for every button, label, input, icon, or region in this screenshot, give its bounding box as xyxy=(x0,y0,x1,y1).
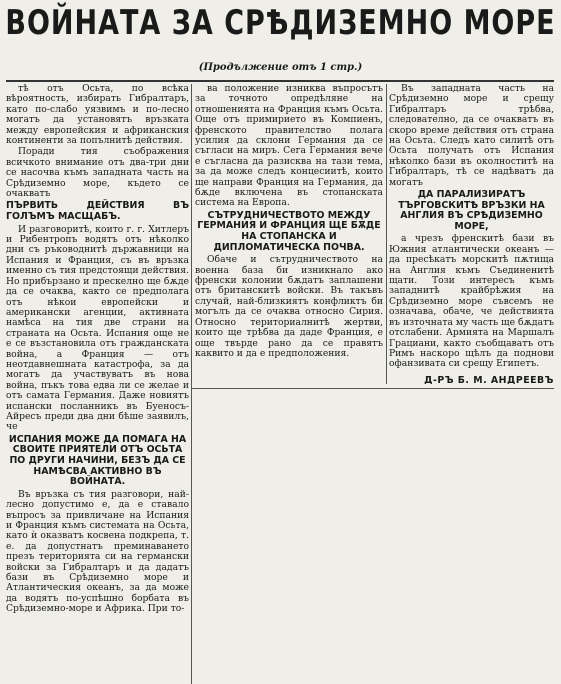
subheading: ПЪРВИТЬ ДЕЙСТВИЯ ВЪ ГОЛЪМЪ МАСЩАБЪ. xyxy=(6,200,189,223)
column-divider xyxy=(191,84,192,684)
column-3-body xyxy=(389,84,554,370)
paragraph: Въ западната часть на Срѣдиземно море и срещу Гибралтаръ трѣбва, следователно, да се очакватъ въ скоро време действия отъ страна на Осьта. Следъ като силитѣ отъ Осьта получатъ отъ Испания нѣколко бази въ околноститѣ на Гибралтаръ, тѣ се надѣватъ да могатъ xyxy=(389,84,554,188)
paragraph: И разговоритѣ, които г. г. Хитлеръ и Рибентропъ водятъ отъ нѣколко дни съ ръководнитѣ държавници на Испания и Франция, съ въ връзка именно съ тия предстоящи действия. Но прибързано и прескелно ще бѫде да се очаква, както се предполага отъ нѣкои европейски и американски агенции, активната намѣса на тия две страни на страната на Осьта. Испания още не е се възстановила отъ гражданската война, а Франция — отъ неотдавнешната катастрофа, за да могатъ да участвуватъ въ нова война, пъкъ това едва ли се желае и отъ самата Германия. Даже новиятъ испански посланникъ въ Буеносъ-Айресъ преди два дни бѣше заявилъ, че xyxy=(6,223,189,433)
subheading: ИСПАНИЯ МОЖЕ ДА ПОМАГА НА СВОИТЕ ПРИЯТЕЛИ ОТЪ ОСЬТА ПО ДРУГИ НАЧИНИ, БЕЗЪ ДА СЕ НАМѢСВА АКТИВНО ВЪ ВОЙНАТА. xyxy=(8,433,187,488)
article-column-3 xyxy=(389,84,554,384)
paragraph: тѣ отъ Осьта, по всѣка вѣроятность, избирать Гибралтаръ, като по-слабо уязвимъ и по-леснo могатъ да установятъ връзката между европейския и африканския континенти за попълнитѣ действия. xyxy=(6,84,189,147)
column-divider xyxy=(386,84,387,384)
paragraph: ва положение изниква въпросътъ за точното опредѣляне на отношенията на Франция къмъ Осьта. Още отъ примирието въ Компиенъ, френското правителство полага усилия да склони Германия да се съгласи на миръ. Сега Германия вече е съгласна да разисква на тази тема, за да може следъ концесиитѣ, които ще направи Франция на Германия, да бѫде включена въ стопанската система на Европа. xyxy=(195,84,383,209)
paragraph: а чрезъ френскитѣ бази въ Южния атлантически океанъ — да пресѣкатъ морскитѣ пѫтища на Англия къмъ Съединенитѣ щати. Този интересъ къмъ западнитѣ крайбрѣжия на Срѣдиземно море съвсемъ не означава, обаче, че действията въ източната му часть ще бѫдатъ отслабени. Армията на Маршалъ Грациани, както съобщаватъ отъ Римъ наскоро щѣлъ да поднови офанзивата си срещу Египетъ. xyxy=(389,233,554,370)
subheading: СЪТРУДНИЧЕСТВОТО МЕЖДУ ГЕРМАНИЯ И ФРАНЦИЯ ЩЕ БѪДЕ НА СТОПАНСКА И ДИПЛОМАТИЧЕСКА ПОЧВА. xyxy=(197,209,381,253)
continuation-note: (Продължение отъ 1 стр.) xyxy=(198,62,363,73)
author-signature: Д-РЪ Б. М. АНДРЕЕВЪ xyxy=(424,374,554,384)
article-column-2 xyxy=(195,84,383,390)
article-column-1 xyxy=(6,84,189,680)
headline-rule xyxy=(6,80,554,82)
article-headline: ВОЙНАТА ЗА СРѢДИЗЕМНО МОРЕ xyxy=(5,4,556,43)
paragraph: Въ връзка съ тия разговори, най-лесно допустимо е, да е ставало въпросъ за привличане на Испания и Франция къмъ системата на Осьта, като ѝ оказватъ косвена подкрепа, т. е. да допустнатъ преминаването презъ територията си на германски войски за Гибралтаръ и да дадатъ бази въ Срѣдиземно море и Атлантическия океанъ, за да може да водятъ по-успѣшно борбата въ Срѣдиземно-море и Африка. При то- xyxy=(6,488,189,615)
paragraph: Обаче и сътрудничеството на военна база би изникнало ако френски колонии бѫдатъ заплашени отъ британскитѣ войски. Въ такъвъ случай, най-близкиятъ конфликтъ би могълъ да се очаква относно Сирия. Относно териториалнитѣ жертви, които ще трѣбва да даде Франция, е още твърде рано да се правятъ каквито и да е предположения. xyxy=(195,254,383,359)
subheading: ДА ПАРАЛИЗИРАТЪ ТЪРГОВСКИТѢ ВРЪЗКИ НА АНГЛИЯ ВЪ СРѢДИЗЕМНО МОРЕ, xyxy=(398,189,545,232)
paragraph: Поради тия съображения всичкото внимание отъ два-три дни се насочва къмъ западната часть на Срѣдиземно море, къдeто се очакватъ xyxy=(6,146,189,200)
